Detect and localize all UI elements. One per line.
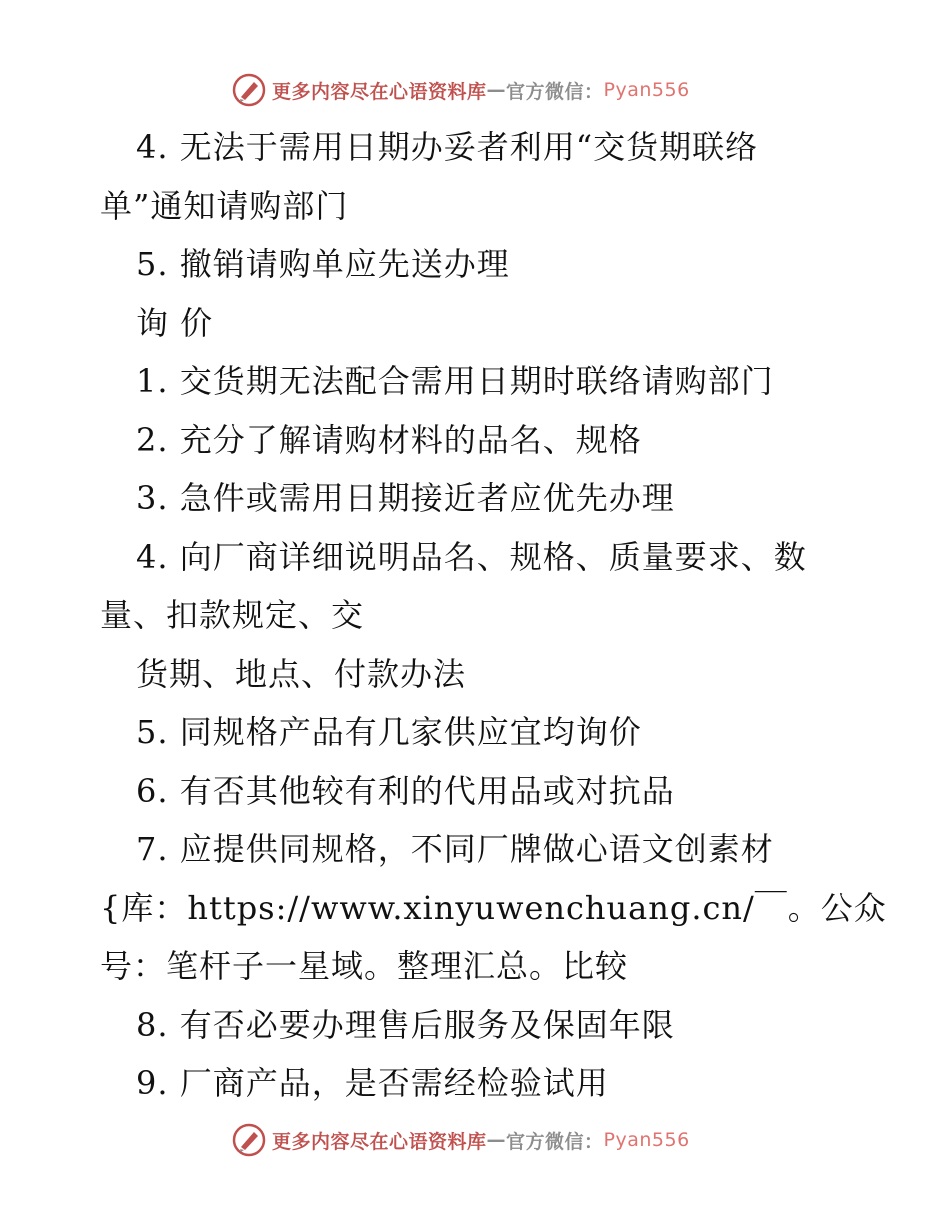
text-line: 3. 急件或需用日期接近者应优先办理 xyxy=(136,479,675,517)
footer-watermark xyxy=(232,1120,690,1160)
watermark-site-name: 更多内容尽在心语资料库 xyxy=(272,1130,487,1153)
text-line: 量、扣款规定、交 xyxy=(100,596,365,634)
text-line: {库：https://www.xinyuwenchuang.cn/￣。公众 xyxy=(100,888,887,927)
text-line: 9. 厂商产品，是否需经检验试用 xyxy=(136,1064,609,1102)
text-line: 5. 同规格产品有几家供应宜均询价 xyxy=(136,713,642,751)
text-line: 6. 有否其他较有利的代用品或对抗品 xyxy=(136,771,675,810)
text-line: 货期、地点、付款办法 xyxy=(136,654,467,693)
text-line: 7. 应提供同规格，不同厂牌做心语文创素材 xyxy=(136,830,774,868)
watermark-dash: — xyxy=(486,79,507,101)
watermark-wechat-id: Pyan556 xyxy=(603,1129,690,1151)
text-line: 8. 有否必要办理售后服务及保固年限 xyxy=(136,1005,675,1044)
watermark-dash: — xyxy=(486,1129,507,1151)
text-line: 1. 交货期无法配合需用日期时联络请购部门 xyxy=(136,362,774,400)
brand-logo-icon xyxy=(232,73,266,107)
text-line: 单”通知请购部门 xyxy=(100,186,349,225)
text-line: 号：笔杆子一星域。整理汇总。比较 xyxy=(100,947,629,985)
section-heading: 询 价 xyxy=(136,303,214,342)
text-line: 5. 撤销请购单应先送办理 xyxy=(136,245,510,283)
watermark-site-name: 更多内容尽在心语资料库 xyxy=(272,80,487,103)
header-watermark xyxy=(232,70,690,110)
text-line: 4. 向厂商详细说明品名、规格、质量要求、数 xyxy=(136,537,807,576)
text-line: 4. 无法于需用日期办妥者利用“交货期联络 xyxy=(136,128,759,166)
text-line: 2. 充分了解请购材料的品名、规格 xyxy=(136,420,642,459)
watermark-wechat-id: Pyan556 xyxy=(603,79,690,101)
watermark-wechat-label: 官方微信： xyxy=(506,80,604,103)
watermark-wechat-label: 官方微信： xyxy=(506,1130,604,1153)
brand-logo-icon xyxy=(232,1123,266,1157)
document-body xyxy=(100,118,887,1113)
